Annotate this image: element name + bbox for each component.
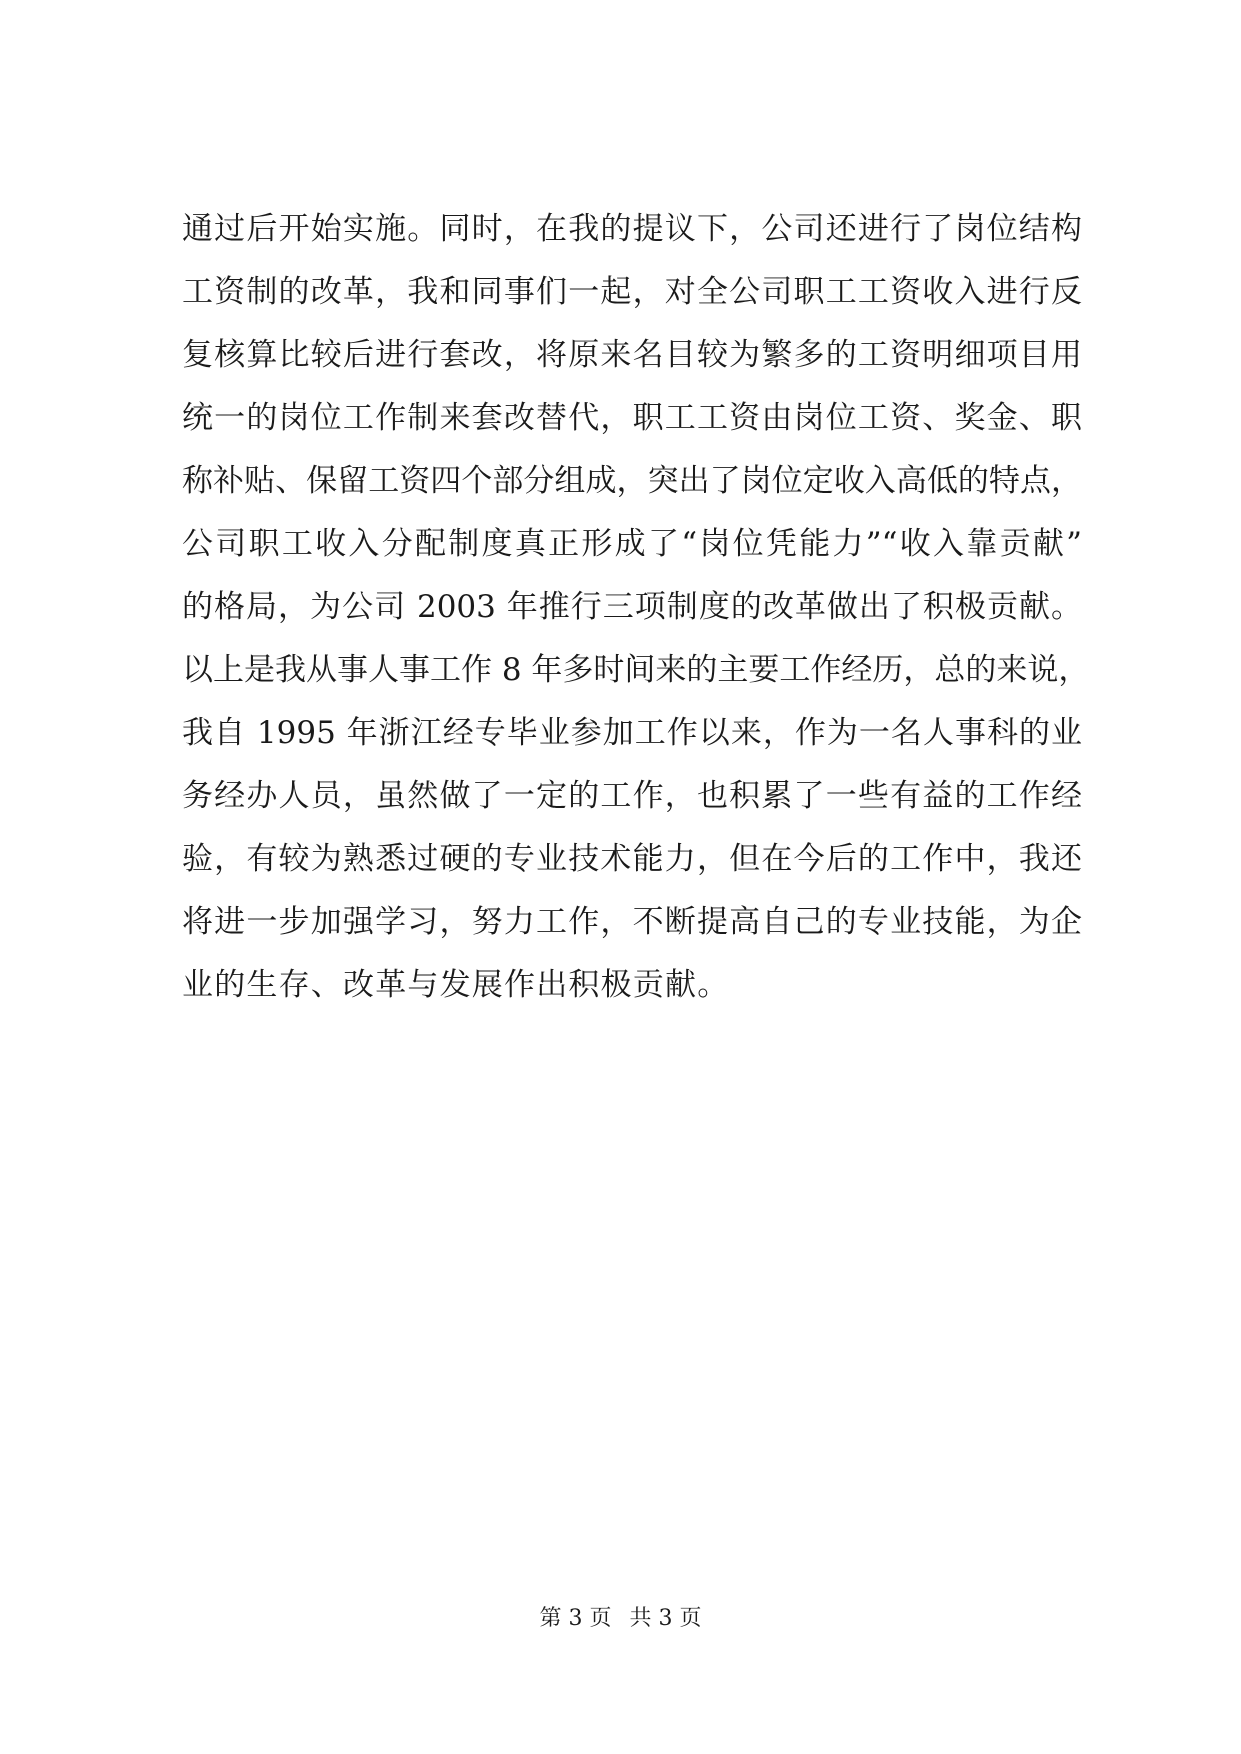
text-line: 公司职工收入分配制度真正形成了“岗位凭能力”“收入靠贡献” bbox=[182, 526, 1082, 562]
page-footer bbox=[0, 1604, 1241, 1634]
text-line: 验，有较为熟悉过硬的专业技术能力，但在今后的工作中，我还 bbox=[182, 841, 1082, 877]
body-text bbox=[182, 198, 1090, 1017]
page-number-total: 共 3 页 bbox=[629, 1606, 702, 1631]
text-line: 工资制的改革，我和同事们一起，对全公司职工工资收入进行反 bbox=[182, 274, 1082, 310]
text-line: 称补贴、保留工资四个部分组成，突出了岗位定收入高低的特点， bbox=[182, 463, 1082, 499]
page-number-current: 第 3 页 bbox=[539, 1606, 612, 1631]
text-line: 务经办人员，虽然做了一定的工作，也积累了一些有益的工作经 bbox=[182, 778, 1082, 814]
text-line: 复核算比较后进行套改，将原来名目较为繁多的工资明细项目用 bbox=[182, 337, 1082, 373]
text-line: 将进一步加强学习，努力工作，不断提高自己的专业技能，为企 bbox=[182, 904, 1082, 940]
text-line: 我自 1995 年浙江经专毕业参加工作以来，作为一名人事科的业 bbox=[182, 715, 1082, 751]
text-line: 的格局，为公司 2003 年推行三项制度的改革做出了积极贡献。 bbox=[182, 589, 1082, 625]
text-line: 统一的岗位工作制来套改替代，职工工资由岗位工资、奖金、职 bbox=[182, 400, 1082, 436]
text-line: 业的生存、改革与发展作出积极贡献。 bbox=[182, 967, 730, 1003]
text-line: 通过后开始实施。同时，在我的提议下，公司还进行了岗位结构 bbox=[182, 211, 1082, 247]
text-line: 以上是我从事人事工作 8 年多时间来的主要工作经历，总的来说， bbox=[182, 652, 1090, 688]
